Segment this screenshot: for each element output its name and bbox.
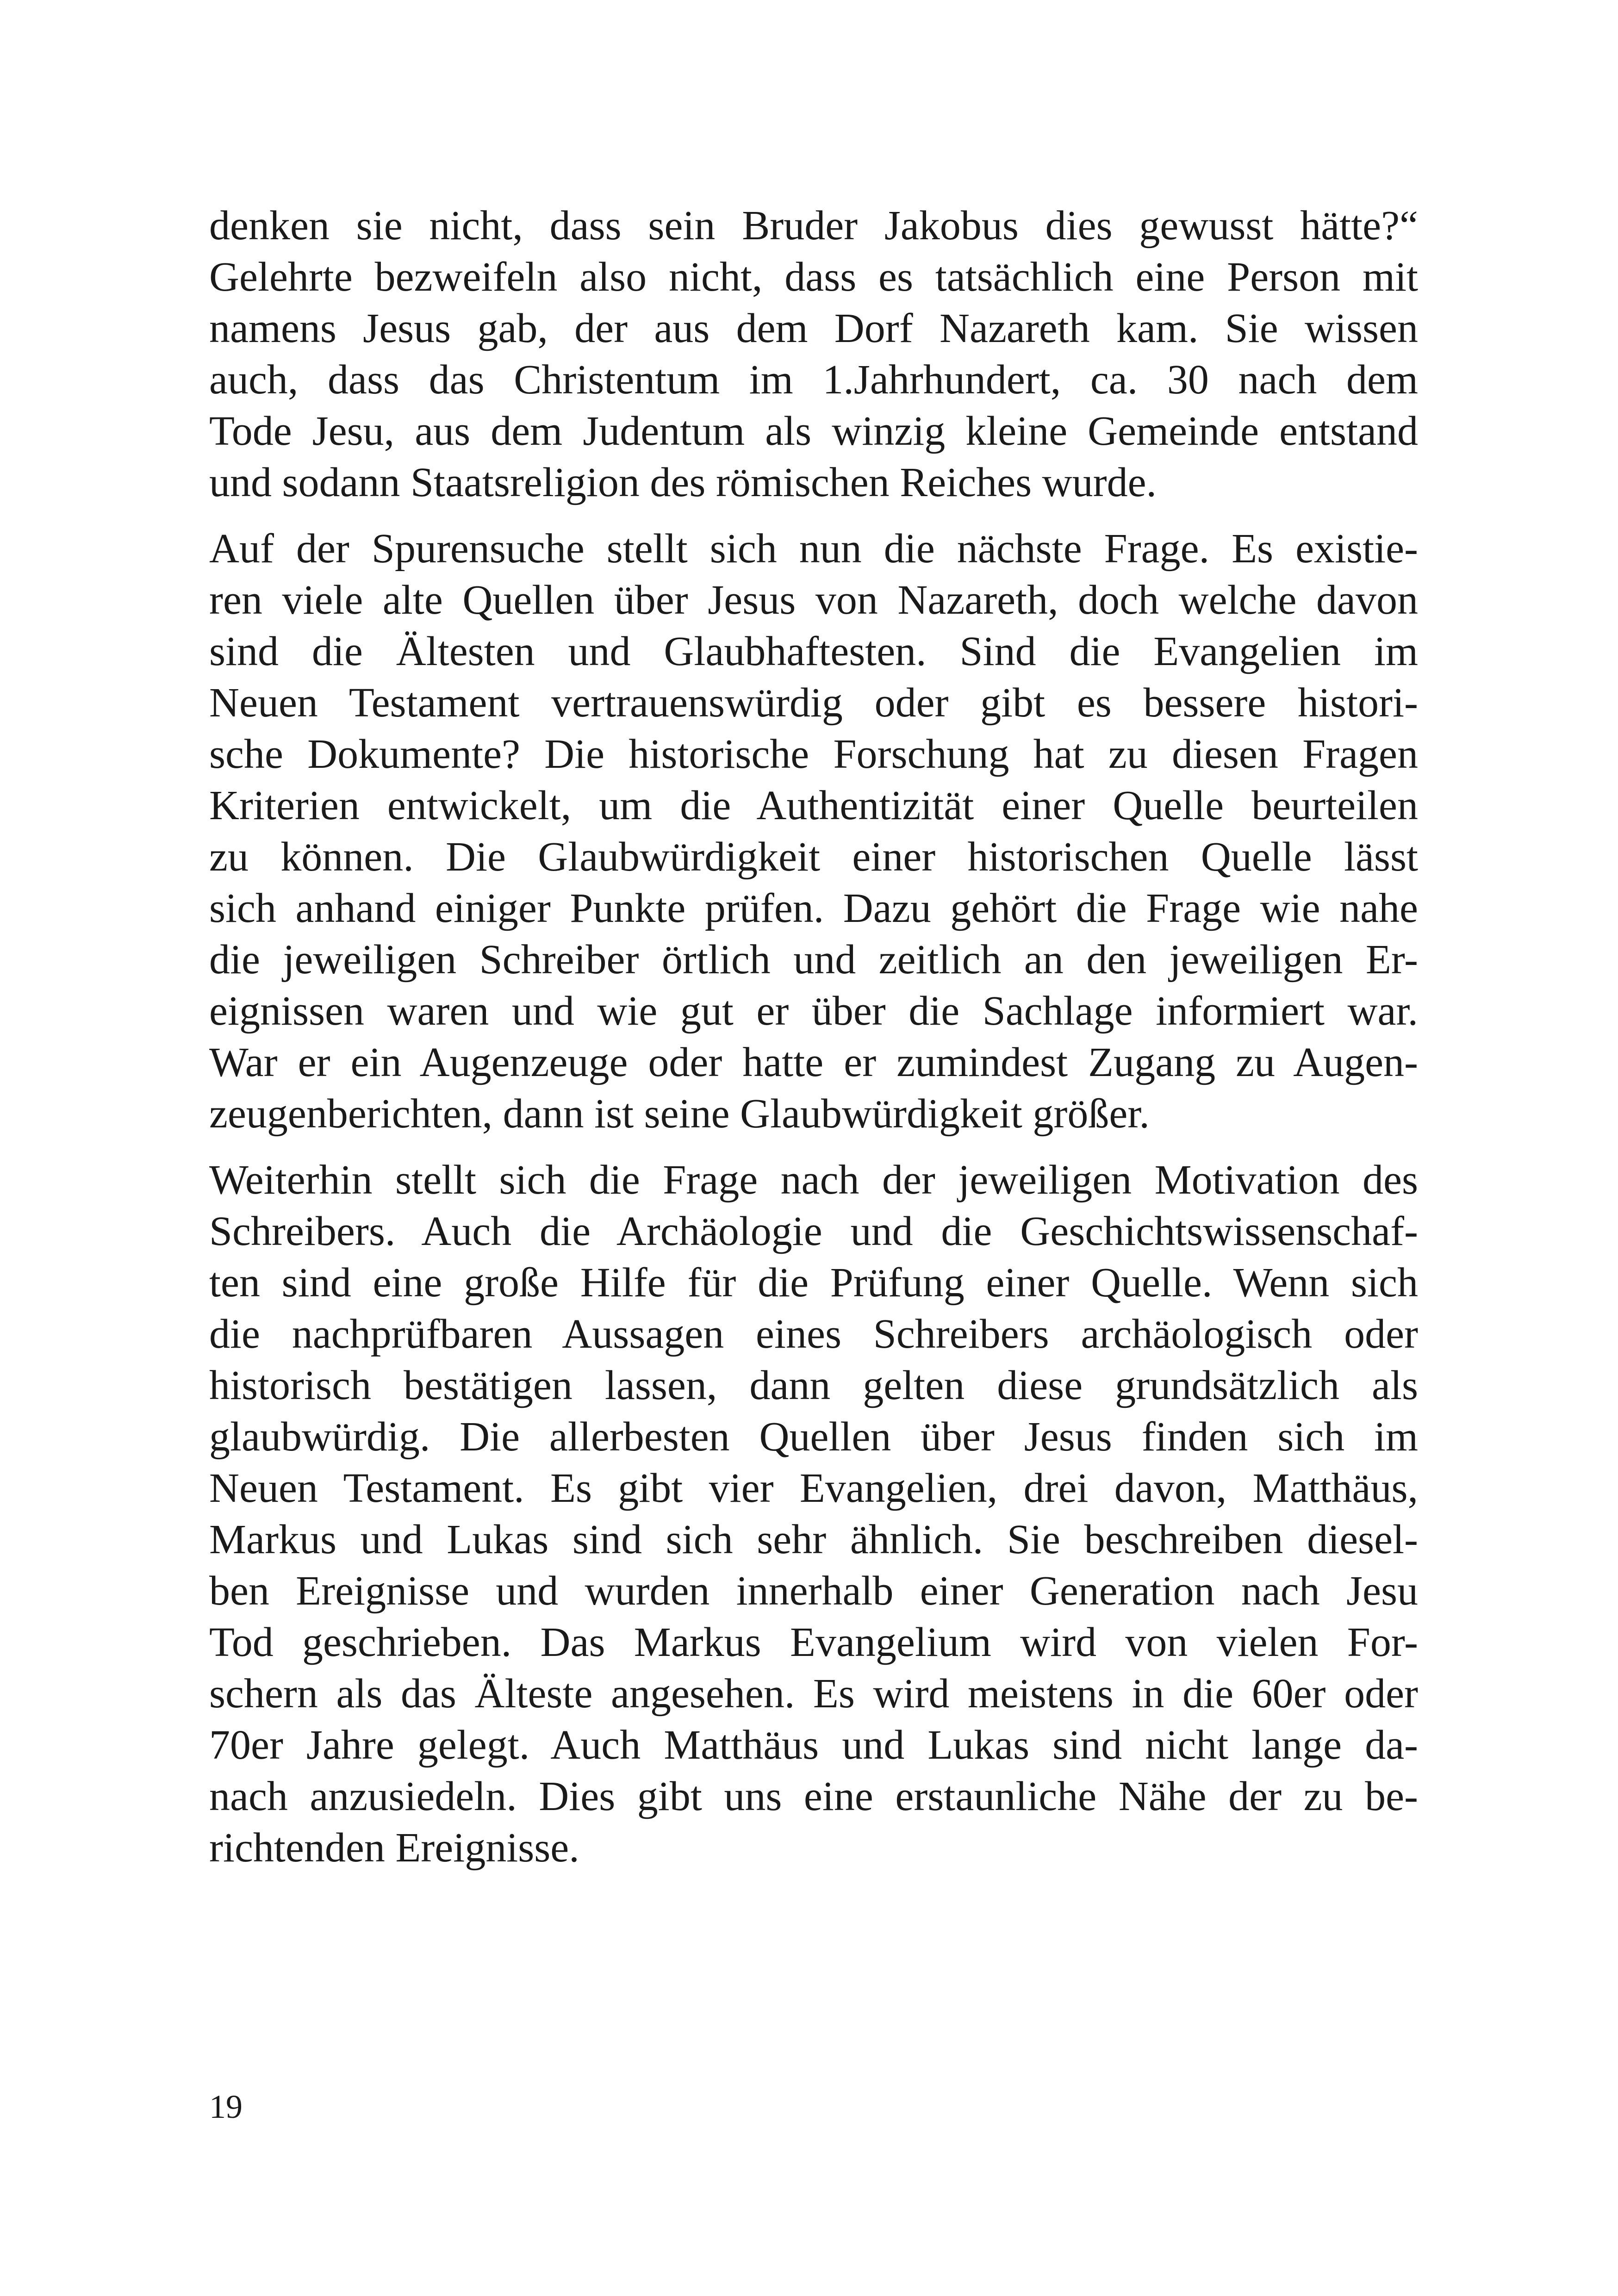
text-line: glaubwürdig. Die allerbesten Quellen über Jesus finden sich im bbox=[209, 1414, 1418, 1460]
text-line: zeugenberichten, dann ist seine Glaubwürdigkeit größer. bbox=[209, 1091, 1150, 1137]
text-line: Markus und Lukas sind sich sehr ähnlich. Sie beschreiben diesel- bbox=[209, 1517, 1418, 1562]
text-line: Schreibers. Auch die Archäologie und die Geschichtswissenschaf- bbox=[209, 1208, 1418, 1254]
text-line: und sodann Staatsreligion des römischen Reiches wurde. bbox=[209, 460, 1157, 505]
text-line: eignissen waren und wie gut er über die Sachlage informiert war. bbox=[209, 988, 1418, 1034]
text-line: namens Jesus gab, der aus dem Dorf Nazareth kam. Sie wissen bbox=[209, 305, 1418, 351]
text-line: zu können. Die Glaubwürdigkeit einer historischen Quelle lässt bbox=[209, 834, 1418, 880]
text-line: Auf der Spurensuche stellt sich nun die nächste Frage. Es existie- bbox=[209, 526, 1418, 572]
text-line: sich anhand einiger Punkte prüfen. Dazu gehört die Frage wie nahe bbox=[209, 885, 1418, 931]
text-line: Gelehrte bezweifeln also nicht, dass es tatsächlich eine Person mit bbox=[209, 254, 1418, 300]
text-line: ren viele alte Quellen über Jesus von Nazareth, doch welche davon bbox=[209, 577, 1418, 623]
text-line: die nachprüfbaren Aussagen eines Schreibers archäologisch oder bbox=[209, 1311, 1418, 1357]
text-line: ben Ereignisse und wurden innerhalb einer Generation nach Jesu bbox=[209, 1568, 1418, 1614]
text-line: Tod geschrieben. Das Markus Evangelium wird von vielen For- bbox=[209, 1619, 1418, 1665]
text-line: ten sind eine große Hilfe für die Prüfung einer Quelle. Wenn sich bbox=[209, 1260, 1418, 1306]
text-line: richtenden Ereignisse. bbox=[209, 1825, 579, 1871]
text-line: die jeweiligen Schreiber örtlich und zeitlich an den jeweiligen Er- bbox=[209, 937, 1418, 983]
text-line: nach anzusiedeln. Dies gibt uns eine erstaunliche Nähe der zu be- bbox=[209, 1773, 1418, 1819]
text-line: sind die Ältesten und Glaubhaftesten. Sind die Evangelien im bbox=[209, 628, 1418, 674]
text-line: Neuen Testament. Es gibt vier Evangelien, drei davon, Matthäus, bbox=[209, 1465, 1418, 1511]
page-number: 19 bbox=[209, 2088, 243, 2125]
body-text bbox=[209, 200, 1418, 1888]
text-line: Weiterhin stellt sich die Frage nach der jeweiligen Motivation des bbox=[209, 1157, 1418, 1203]
text-line: historisch bestätigen lassen, dann gelten diese grundsätzlich als bbox=[209, 1363, 1418, 1408]
text-line: 70er Jahre gelegt. Auch Matthäus und Lukas sind nicht lange da- bbox=[209, 1722, 1418, 1768]
paragraph-1 bbox=[209, 200, 1418, 508]
text-line: Kriterien entwickelt, um die Authentizität einer Quelle beurteilen bbox=[209, 783, 1418, 828]
text-line: schern als das Älteste angesehen. Es wird meistens in die 60er oder bbox=[209, 1671, 1418, 1717]
text-line: denken sie nicht, dass sein Bruder Jakobus dies gewusst hätte?“ bbox=[209, 203, 1418, 249]
text-line: auch, dass das Christentum im 1.Jahrhundert, ca. 30 nach dem bbox=[209, 357, 1418, 403]
text-line: War er ein Augenzeuge oder hatte er zumindest Zugang zu Augen- bbox=[209, 1039, 1418, 1085]
paragraph-2 bbox=[209, 523, 1418, 1139]
paragraph-3 bbox=[209, 1154, 1418, 1873]
text-line: sche Dokumente? Die historische Forschung hat zu diesen Fragen bbox=[209, 731, 1418, 777]
text-line: Tode Jesu, aus dem Judentum als winzig kleine Gemeinde entstand bbox=[209, 408, 1418, 454]
text-line: Neuen Testament vertrauenswürdig oder gibt es bessere histori- bbox=[209, 680, 1418, 726]
